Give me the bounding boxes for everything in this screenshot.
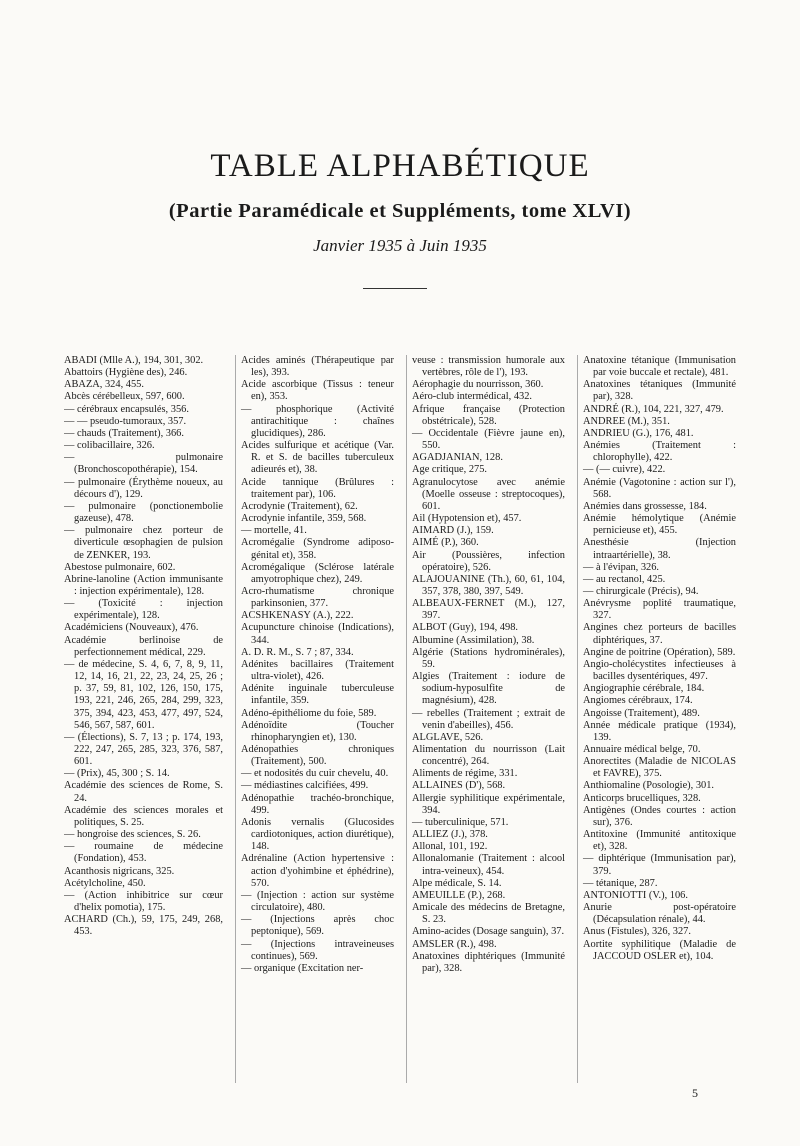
index-entry: — (Injections intraveineuses continues), 569. xyxy=(241,938,394,962)
index-entry: — (Injection : action sur système circulatoire), 480. xyxy=(241,889,394,914)
index-entry: Amino-acides (Dosage sanguin), 37. xyxy=(412,926,565,938)
index-entry: — roumaine de médecine (Fondation), 453. xyxy=(64,841,223,865)
index-entry: Acides aminés (Thérapeutique par les), 393. xyxy=(241,355,394,379)
index-entry: Anémie hémolytique (Anémie pernicieuse et), 455. xyxy=(583,513,736,537)
index-column-3 xyxy=(406,355,567,1083)
index-entry: Acrodynie infantile, 359, 568. xyxy=(241,513,367,525)
index-entry: Anévrysme poplité traumatique, 327. xyxy=(583,598,736,622)
index-entry: AMSLER (R.), 498. xyxy=(412,938,497,950)
index-entry: Abrine-lanoline (Action immunisante : injection expérimentale), 128. xyxy=(64,573,223,597)
index-entry: — tuberculinique, 571. xyxy=(412,816,509,828)
index-entry: Année médicale pratique (1934), 139. xyxy=(583,719,736,743)
page-subtitle: (Partie Paramédicale et Suppléments, tome XLVI) xyxy=(168,200,632,222)
index-entry: Acrodynie (Traitement), 62. xyxy=(241,500,358,512)
index-entry: Anorectites (Maladie de NICOLAS et FAVRE), 375. xyxy=(583,756,736,780)
index-entry: ABADI (Mlle A.), 194, 301, 302. xyxy=(64,355,204,366)
index-entry: ABAZA, 324, 455. xyxy=(64,379,144,391)
index-entry: Anthiomaline (Posologie), 301. xyxy=(583,780,715,792)
index-entry: Adénopathie trachéo-bronchique, 499. xyxy=(241,792,394,816)
index-entry: ACSHKENASY (A.), 222. xyxy=(241,610,354,622)
index-entry: Angine de poitrine (Opération), 589. xyxy=(583,646,736,658)
index-entry: AIMARD (J.), 159. xyxy=(412,525,494,537)
index-entry: Abattoirs (Hygiène des), 246. xyxy=(64,367,188,379)
index-entry: Anatoxines tétaniques (Immunité par), 328. xyxy=(583,379,736,403)
index-entry: Allergie syphilitique expérimentale, 394. xyxy=(412,792,565,816)
index-entry: Aliments de régime, 331. xyxy=(412,768,518,780)
index-entry: Académiciens (Nouveaux), 476. xyxy=(64,622,199,634)
index-entry: Académie des sciences de Rome, S. 24. xyxy=(64,780,223,804)
index-entry: Anatoxines diphtériques (Immunité par), 328. xyxy=(412,950,565,974)
index-entry: — Occidentale (Fièvre jaune en), 550. xyxy=(412,427,565,452)
index-entry: Acupuncture chinoise (Indications), 344. xyxy=(241,622,394,646)
index-entry: Adonis vernalis (Glucosides cardiotoniques, action diurétique), 148. xyxy=(241,816,394,853)
index-entry: Acide ascorbique (Tissus : teneur en), 353. xyxy=(241,379,394,403)
index-entry: Académie des sciences morales et politiques, S. 25. xyxy=(64,804,223,828)
index-entry: Acanthosis nigricans, 325. xyxy=(64,865,175,877)
index-column-4 xyxy=(577,355,738,1083)
index-entry: ALLIEZ (J.), 378. xyxy=(412,829,488,841)
index-entry: Allonalomanie (Traitement : alcool intra-veineux), 454. xyxy=(412,853,565,877)
index-entry: Anesthésie (Injection intraartérielle), 38. xyxy=(583,537,736,561)
index-entry: ANDRÉ (R.), 104, 221, 327, 479. xyxy=(583,403,724,415)
index-entry: — (— cuivre), 422. xyxy=(583,464,666,476)
index-entry: Angoisse (Traitement), 489. xyxy=(583,707,700,719)
index-entry: — diphtérique (Immunisation par), 379. xyxy=(583,853,736,877)
index-entry: Antitoxine (Immunité antitoxique et), 328. xyxy=(583,829,736,853)
index-entry: — phosphorique (Activité antirachitique : chaînes glucidiques), 286. xyxy=(241,403,394,439)
index-entry: Acides sulfurique et acétique (Var. R. et S. de bacilles tuberculeux adieurés et), 38. xyxy=(241,440,394,476)
index-columns xyxy=(64,355,738,1083)
index-entry: Acromégalie (Syndrome adiposo-génital et), 358. xyxy=(241,537,394,561)
index-entry: Antigènes (Ondes courtes : action sur), 376. xyxy=(583,804,736,828)
index-entry: Albumine (Assimilation), 38. xyxy=(412,634,535,646)
index-entry: ALBEAUX-FERNET (M.), 127, 397. xyxy=(412,598,565,622)
index-entry: Anémies dans grossesse, 184. xyxy=(583,500,707,512)
index-entry: Aérophagie du nourrisson, 360. xyxy=(412,379,544,391)
page-number: 5 xyxy=(692,1086,698,1100)
index-entry: — et nodosités du cuir chevelu, 40. xyxy=(241,768,389,780)
index-entry: Angiomes cérébraux, 174. xyxy=(583,695,693,707)
title-divider xyxy=(363,288,427,289)
index-entry: — — pseudo-tumoraux, 357. xyxy=(64,415,187,427)
index-entry: Algérie (Stations hydrominérales), 59. xyxy=(412,646,565,670)
index-entry: Adrénaline (Action hypertensive : action d'yohimbine et éphédrine), 570. xyxy=(241,853,394,889)
index-entry: Acromégalique (Sclérose latérale amyotrophique chez), 249. xyxy=(241,561,394,585)
index-entry: — pulmonaire (ponctionembolie gazeuse), 478. xyxy=(64,500,223,525)
index-entry: Allonal, 101, 192. xyxy=(412,841,488,853)
index-entry: Adénite inguinale tuberculeuse infantile, 359. xyxy=(241,683,394,707)
index-entry: Anurie post-opératoire (Décapsulation rénale), 44. xyxy=(583,902,736,926)
index-entry: — pulmonaire (Bronchoscopothérapie), 154. xyxy=(64,452,223,476)
index-entry: Amicale des médecins de Bretagne, S. 23. xyxy=(412,902,565,926)
index-entry: Anus (Fistules), 326, 327. xyxy=(583,926,691,938)
index-entry: ANDRIEU (G.), 176, 481. xyxy=(583,427,694,439)
index-entry: — de médecine, S. 4, 6, 7, 8, 9, 11, 12, 14, 16, 21, 22, 23, 24, 25, 26 ; p. 37, 59, 81, 102, 126, 150, 175, 193, 221, 246, 265, 284, 299, 323, 375, 394, 423, 453, 477, 497, 524, 546, 567, 587, 601. xyxy=(64,658,223,731)
index-entry: — au rectanol, 425. xyxy=(583,573,666,585)
index-entry: Agranulocytose avec anémie (Moelle osseuse : streptocoques), 601. xyxy=(412,476,565,512)
index-entry: Acétylcholine, 450. xyxy=(64,877,146,889)
index-entry: — médiastines calcifiées, 499. xyxy=(241,780,369,792)
index-entry: Aéro-club intermédical, 432. xyxy=(412,391,533,403)
index-entry: — pulmonaire chez porteur de diverticule œsophagien de pulsion de ZENKER, 193. xyxy=(64,525,223,561)
index-entry: Acro-rhumatisme chronique parkinsonien, 377. xyxy=(241,585,394,610)
index-entry: — rebelles (Traitement ; extrait de venin d'abeilles), 456. xyxy=(412,707,565,731)
index-entry: Abestose pulmonaire, 602. xyxy=(64,561,176,573)
index-entry: Anémie (Vagotonine : action sur l'), 568. xyxy=(583,476,736,500)
index-entry: Académie berlinoise de perfectionnement médical, 229. xyxy=(64,634,223,658)
index-entry: — cérébraux encapsulés, 356. xyxy=(64,403,189,415)
index-entry: — tétanique, 287. xyxy=(583,877,658,889)
index-entry: Angiographie cérébrale, 184. xyxy=(583,683,705,695)
index-entry: Ail (Hypotension et), 457. xyxy=(412,513,522,525)
index-entry: — mortelle, 41. xyxy=(241,525,307,537)
index-entry: ANTONIOTTI (V.), 106. xyxy=(583,889,688,901)
index-entry: — à l'évipan, 326. xyxy=(583,561,660,573)
index-entry: — hongroise des sciences, S. 26. xyxy=(64,829,201,841)
index-entry: Acide tannique (Brûlures : traitement par), 106. xyxy=(241,476,394,500)
index-entry: Angio-cholécystites infectieuses à bacilles dysentériques, 497. xyxy=(583,658,736,683)
index-entry: ANDREE (M.), 351. xyxy=(583,415,670,427)
index-entry: Alimentation du nourrisson (Lait concentré), 264. xyxy=(412,744,565,768)
index-entry: ALGLAVE, 526. xyxy=(412,731,484,743)
index-entry: Adénoïdite (Toucher rhinopharyngien et), 130. xyxy=(241,719,394,743)
index-entry: Algies (Traitement : iodure de sodium-hyposulfite de magnésium), 428. xyxy=(412,671,565,707)
index-entry: ALAJOUANINE (Th.), 60, 61, 104, 357, 378, 380, 397, 549. xyxy=(412,573,565,597)
index-entry: Anémies (Traitement : chlorophylle), 422. xyxy=(583,440,736,464)
index-column-1 xyxy=(64,355,225,1083)
index-entry: AIMÉ (P.), 360. xyxy=(412,537,479,549)
index-entry: Air (Poussières, infection opératoire), 526. xyxy=(412,549,565,573)
index-entry: — pulmonaire (Érythème noueux, au décours d'), 129. xyxy=(64,476,223,500)
index-entry: — (Injections après choc peptonique), 569. xyxy=(241,914,394,938)
index-entry: — organique (Excitation ner- xyxy=(241,962,364,974)
index-entry: AMEUILLE (P.), 268. xyxy=(412,889,506,901)
index-entry: Anticorps brucelliques, 328. xyxy=(583,792,701,804)
index-entry: Adéno-épithéliome du foie, 589. xyxy=(241,707,377,719)
index-entry: — (Élections), S. 7, 13 ; p. 174, 193, 222, 247, 265, 285, 323, 376, 587, 601. xyxy=(64,731,223,768)
index-entry: — (Action inhibitrice sur cœur d'helix pomotia), 175. xyxy=(64,889,223,914)
index-entry: veuse : transmission humorale aux vertèbres, rôle de l'), 193. xyxy=(412,355,565,379)
index-entry: Adénites bacillaires (Traitement ultra-violet), 426. xyxy=(241,658,394,683)
index-column-2 xyxy=(235,355,396,1083)
index-entry: ALLAINES (D'), 568. xyxy=(412,780,506,792)
index-entry: Aortite syphilitique (Maladie de JACCOUD OSLER et), 104. xyxy=(583,938,736,962)
index-entry: ALBOT (Guy), 194, 498. xyxy=(412,622,519,634)
index-entry: ACHARD (Ch.), 59, 175, 249, 268, 453. xyxy=(64,914,223,938)
index-entry: Alpe médicale, S. 14. xyxy=(412,877,502,889)
index-entry: AGADJANIAN, 128. xyxy=(412,452,503,464)
date-range: Janvier 1935 à Juin 1935 xyxy=(313,236,487,255)
page-title: TABLE ALPHABÉTIQUE xyxy=(210,148,590,184)
index-entry: — (Toxicité : injection expérimentale), 128. xyxy=(64,598,223,622)
index-entry: Afrique française (Protection obstétricale), 528. xyxy=(412,403,565,427)
index-entry: Angines chez porteurs de bacilles diphtériques, 37. xyxy=(583,622,736,646)
index-entry: Abcès cérébelleux, 597, 600. xyxy=(64,391,185,403)
index-entry: Annuaire médical belge, 70. xyxy=(583,744,701,755)
index-entry: — chirurgicale (Précis), 94. xyxy=(583,585,699,597)
index-entry: — (Prix), 45, 300 ; S. 14. xyxy=(64,768,170,780)
index-entry: Adénopathies chroniques (Traitement), 500. xyxy=(241,744,394,768)
index-entry: — chauds (Traitement), 366. xyxy=(64,427,184,439)
index-entry: A. D. R. M., S. 7 ; 87, 334. xyxy=(241,646,354,658)
index-entry: Anatoxine tétanique (Immunisation par voie buccale et rectale), 481. xyxy=(583,355,736,379)
index-entry: Age critique, 275. xyxy=(412,464,488,476)
index-entry: — colibacillaire, 326. xyxy=(64,440,155,452)
